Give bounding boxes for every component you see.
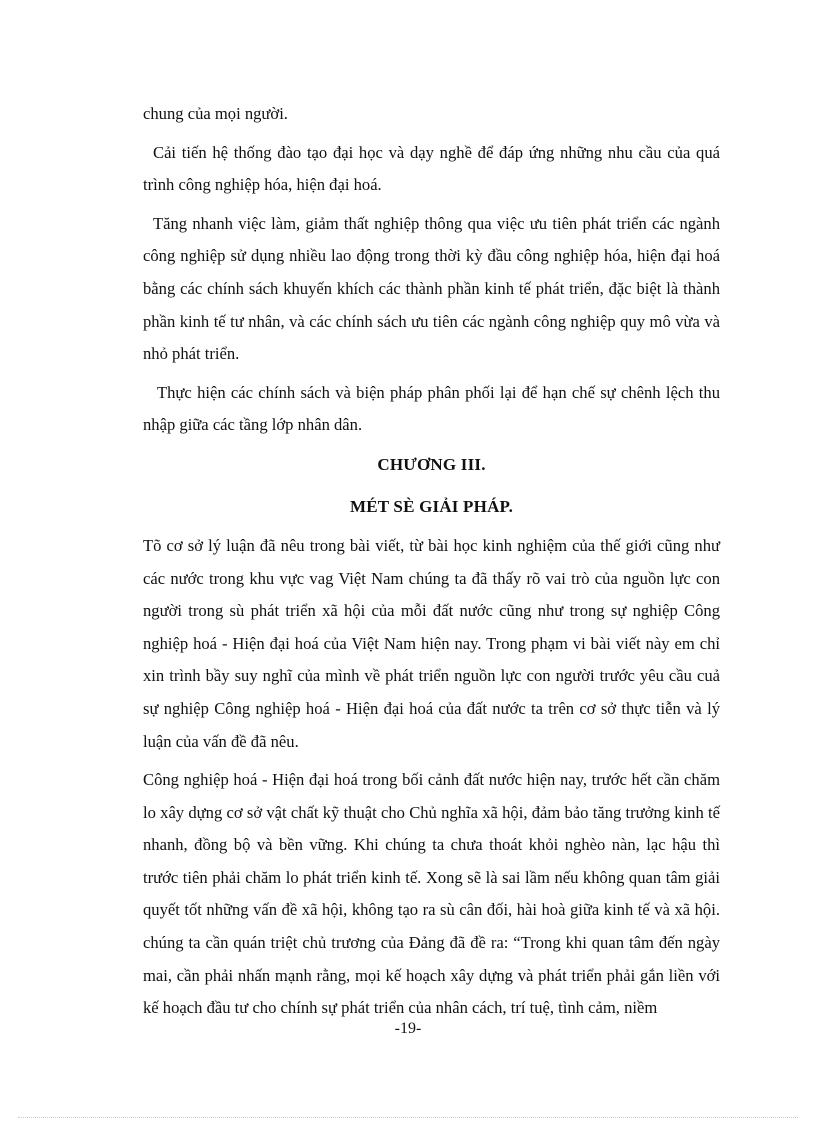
chapter-title: CHƯƠNG III. [377, 454, 486, 474]
paragraph-redistribution: Thực hiện các chính sách và biện pháp phân phối lại để hạn chế sự chênh lệch thu nhập giữa các tầng lớp nhân dân. [143, 382, 720, 435]
paragraph-continuation: chung của mọi người. [143, 104, 288, 123]
paragraph-industrialization: Công nghiệp hoá - Hiện đại hoá trong bối cảnh đất nước hiện nay, trước hết cần chăm lo xây dựng cơ sở vật chất kỹ thuật cho Chủ nghĩa xã hội, đảm bảo tăng trưởng kinh tế nhanh, đồng bộ và bền vững. Khi chúng ta chưa thoát khỏi nghèo nàn, lạc hậu thì trước tiên phải chăm lo phát triển kinh tế. Xong sẽ là sai lầm nếu không quan tâm giải quyết tốt những vấn đề xã hội, không tạo ra sù cân đối, hài hoà giữa kinh tế và xã hội. chúng ta cần quán triệt chủ trương của Đảng đã đề ra: “Trong khi quan tâm đến ngày mai, cần phải nhấn mạnh rằng, mọi kế hoạch xây dựng và phát triển phải gắn liền với kế hoạch đầu tư cho chính sự phát triển của nhân cách, trí tuệ, tình cảm, niềm [143, 770, 720, 1018]
page-body [143, 98, 720, 1025]
page-bottom-divider [18, 1117, 798, 1118]
chapter-subtitle: MÉT SÈ GIẢI PHÁP. [349, 496, 514, 516]
paragraph-employment: Tăng nhanh việc làm, giảm thất nghiệp thông qua việc ưu tiên phát triển các ngành công nghiệp sử dụng nhiều lao động trong thời kỳ đầu công nghiệp hóa, hiện đại hoá bằng các chính sách khuyến khích các thành phần kinh tế phát triển, đặc biệt là thành phần kinh tế tư nhân, và các chính sách ưu tiên các ngành công nghiệp quy mô vừa và nhỏ phát triển. [143, 213, 720, 364]
paragraph-training-reform: Cải tiến hệ thống đào tạo đại học và dạy nghề để đáp ứng những nhu cầu của quá trình công nghiệp hóa, hiện đại hoá. [143, 142, 720, 195]
page-number: -19- [394, 1020, 422, 1037]
paragraph-chapter-intro: Tõ cơ sở lý luận đã nêu trong bài viết, từ bài học kinh nghiệm của thế giới cũng như các nước trong khu vực vag Việt Nam chúng ta đã thấy rõ vai trò của nguồn lực con người trong sù phát triển xã hội của mỗi đất nước cũng như trong sự nghiệp Công nghiệp hoá - Hiện đại hoá của Việt Nam hiện nay. Trong phạm vi bài viết này em chỉ xin trình bầy suy nghĩ của mình về phát triển nguồn lực con người trước yêu cầu cuả sự nghiệp Công nghiệp hoá - Hiện đại hoá của đất nước ta trên cơ sở thực tiễn và lý luận của vấn đề đã nêu. [143, 535, 720, 751]
